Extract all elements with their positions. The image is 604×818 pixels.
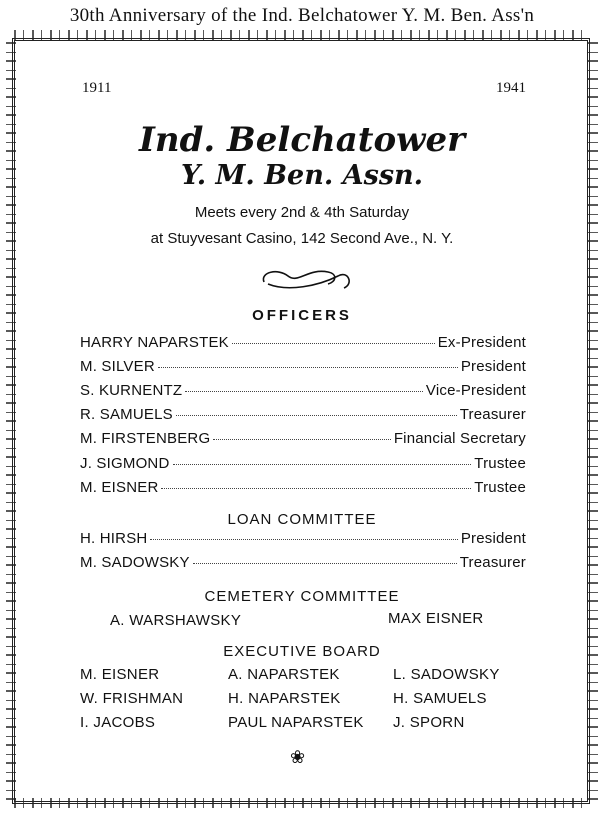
- member-name: M. SADOWSKY: [80, 554, 190, 571]
- printer-mark-icon: ❀: [290, 747, 306, 767]
- org-name-line2: Y. M. Ben. Assn.: [180, 160, 424, 191]
- dot-leader: [185, 391, 423, 392]
- roster-row: [80, 382, 526, 399]
- dot-leader: [158, 367, 458, 368]
- executive-board-heading: EXECUTIVE BOARD: [223, 643, 381, 660]
- anniversary-header: 30th Anniversary of the Ind. Belchatower Y. M. Ben. Ass'n: [69, 5, 535, 26]
- cemetery-committee-heading: CEMETERY COMMITTEE: [204, 588, 400, 605]
- dot-leader: [176, 415, 457, 416]
- org-name-line1: Ind. Belchatower: [138, 120, 465, 160]
- board-member: L. SADOWSKY: [393, 666, 500, 683]
- member-title: Vice-President: [425, 382, 526, 399]
- board-member: M. EISNER: [80, 666, 160, 683]
- roster-row: [80, 455, 526, 472]
- year-end: 1941: [496, 80, 526, 96]
- member-name: M. EISNER: [80, 479, 159, 496]
- member-name: HARRY NAPARSTEK: [80, 334, 229, 351]
- meeting-schedule: Meets every 2nd & 4th Saturday: [194, 204, 410, 221]
- dot-leader: [193, 563, 457, 564]
- cemetery-member: A. WARSHAWSKY: [110, 612, 242, 629]
- roster-row: [80, 334, 526, 351]
- member-title: President: [460, 530, 526, 547]
- top-border-ornament: [14, 30, 590, 40]
- officers-heading: OFFICERS: [252, 307, 352, 324]
- roster-row: [80, 530, 526, 547]
- dot-leader: [173, 464, 472, 465]
- member-name: S. KURNENTZ: [80, 382, 183, 399]
- flourish-ornament: [258, 262, 354, 294]
- bottom-border-ornament: [14, 798, 590, 808]
- member-title: Financial Secretary: [393, 430, 526, 447]
- board-member: I. JACOBS: [80, 714, 156, 731]
- dot-leader: [161, 488, 471, 489]
- member-name: J. SIGMOND: [80, 455, 170, 472]
- board-member: H. NAPARSTEK: [228, 690, 341, 707]
- loan-committee-heading: LOAN COMMITTEE: [227, 511, 377, 528]
- dot-leader: [213, 439, 391, 440]
- member-title: Ex-President: [437, 334, 526, 351]
- member-title: Treasurer: [459, 406, 526, 423]
- member-name: R. SAMUELS: [80, 406, 173, 423]
- board-member: W. FRISHMAN: [80, 690, 184, 707]
- roster-row: [80, 406, 526, 423]
- roster-row: [80, 554, 526, 571]
- member-name: H. HIRSH: [80, 530, 148, 547]
- roster-row: [80, 358, 526, 375]
- board-member: PAUL NAPARSTEK: [228, 714, 364, 731]
- board-member: H. SAMUELS: [393, 690, 487, 707]
- year-start: 1911: [82, 80, 112, 96]
- dot-leader: [150, 539, 457, 540]
- board-member: J. SPORN: [393, 714, 465, 731]
- cemetery-member: MAX EISNER: [388, 610, 484, 627]
- member-title: Treasurer: [459, 554, 526, 571]
- dot-leader: [232, 343, 435, 344]
- member-title: President: [460, 358, 526, 375]
- roster-row: [80, 479, 526, 496]
- meeting-location: at Stuyvesant Casino, 142 Second Ave., N. Y.: [150, 230, 454, 247]
- board-member: A. NAPARSTEK: [228, 666, 340, 683]
- member-title: Trustee: [474, 455, 526, 472]
- member-name: M. FIRSTENBERG: [80, 430, 211, 447]
- member-title: Trustee: [474, 479, 526, 496]
- roster-row: [80, 430, 526, 447]
- member-name: M. SILVER: [80, 358, 155, 375]
